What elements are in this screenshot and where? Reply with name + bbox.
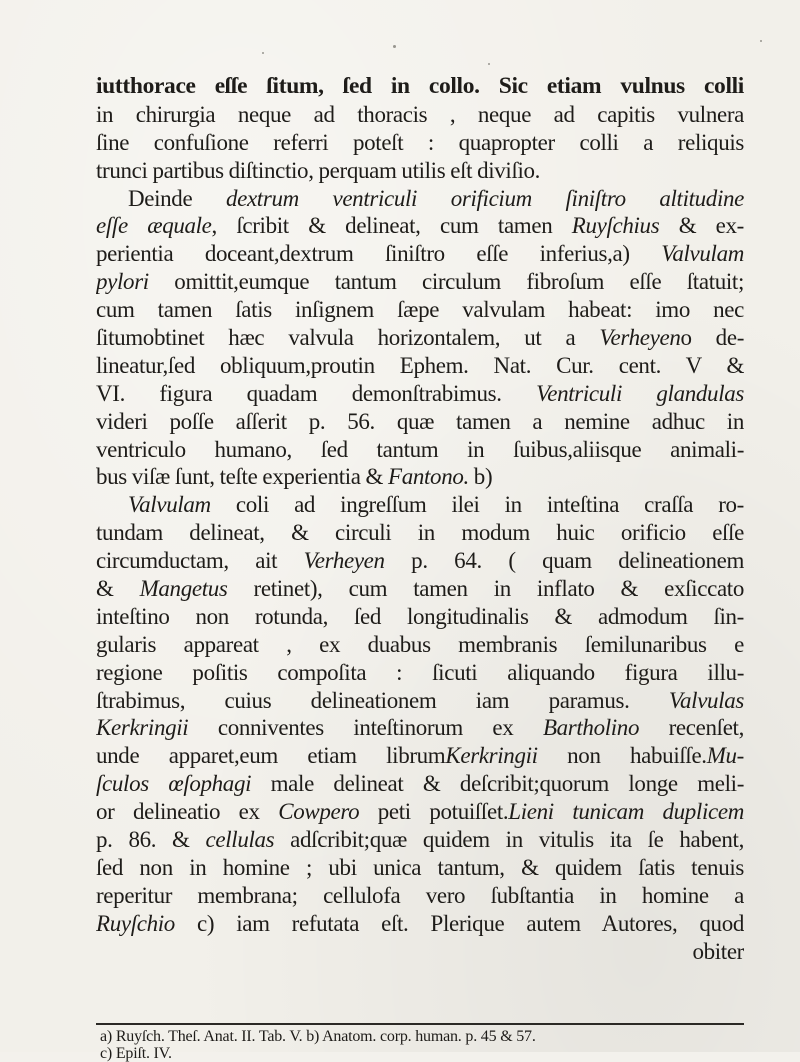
text-line: tundam delineat, & circuli in modum huic orificio eſſe	[96, 520, 744, 546]
text-line: trunci partibus diſtinctio, perquam utilis eſt diviſio.	[96, 157, 541, 183]
footnote-divider	[96, 1023, 744, 1025]
text-line: pylori omittit,eumque tantum circulum fibroſum eſſe ſtatuit;	[96, 269, 744, 295]
text-line: bus viſæ ſunt, teſte experientia & Fantono. b)	[96, 464, 493, 490]
text-line: ſculos œſophagi male delineat & deſcribit;quorum longe meli-	[96, 771, 744, 797]
catchword: obiter	[692, 938, 744, 964]
footnote-line: c) Epiſt. IV.	[100, 1045, 172, 1062]
text-line: & Mangetus retinet), cum tamen in inflato & exſiccato	[96, 576, 744, 602]
text-line: unde apparet,eum etiam librumKerkringii non habuiſſe.Mu-	[96, 743, 744, 769]
text-line: Kerkringii conniventes inteſtinorum ex Bartholino recenſet,	[96, 715, 744, 741]
text-line: in chirurgia neque ad thoracis , neque ad capitis vulnera	[96, 101, 744, 127]
text-line: perientia doceant,dextrum ſiniſtro eſſe inferius,a) Valvulam	[96, 241, 744, 267]
paper-speck	[488, 63, 490, 65]
text-line: gularis appareat , ex duabus membranis ſemilunaribus e	[96, 631, 744, 657]
paper-speck	[262, 52, 264, 54]
footnotes-block	[100, 1028, 744, 1062]
text-line: ſine confuſione referri poteſt : quapropter colli a reliquis	[96, 129, 744, 155]
text-line: iutthorace eſſe ſitum, ſed in collo. Sic etiam vulnus colli	[96, 73, 744, 99]
text-line: videri poſſe aſſerit p. 56. quæ tamen a nemine adhuc in	[96, 408, 744, 434]
text-line: regione poſitis compoſita : ſicuti aliquando figura illu-	[96, 659, 744, 685]
text-line: or delineatio ex Cowpero peti potuiſſet.Lieni tunicam duplicem	[96, 799, 744, 825]
main-text-block	[96, 73, 744, 966]
text-line: Valvulam coli ad ingreſſum ilei in inteſtina craſſa ro-	[128, 492, 744, 518]
text-line: ſed non in homine ; ubi unica tantum, & quidem ſatis tenuis	[96, 854, 744, 880]
text-line: reperitur membrana; cellulofa vero ſubſtantia in homine a	[96, 882, 744, 908]
paper-speck	[393, 45, 396, 48]
text-line: eſſe æquale, ſcribit & delineat, cum tamen Ruyſchius & ex-	[96, 213, 744, 239]
text-line: inteſtino non rotunda, ſed longitudinalis & admodum ſin-	[96, 603, 744, 629]
footnote-line: a) Ruyſch. Theſ. Anat. II. Tab. V. b) Anatom. corp. human. p. 45 & 57.	[100, 1028, 536, 1045]
text-line: ventriculo humano, ſed tantum in ſuibus,aliisque animali-	[96, 436, 744, 462]
text-line: circumductam, ait Verheyen p. 64. ( quam delineationem	[96, 548, 744, 574]
text-line: Deinde dextrum ventriculi orificium ſiniſtro altitudine	[128, 185, 744, 211]
text-line: p. 86. & cellulas adſcribit;quæ quidem in vitulis ita ſe habent,	[96, 827, 744, 853]
text-line: lineatur,ſed obliquum,proutin Ephem. Nat. Cur. cent. V &	[96, 352, 744, 378]
text-line: ſtrabimus, cuius delineationem iam paramus. Valvulas	[96, 687, 744, 713]
text-line: cum tamen ſatis inſignem ſæpe valvulam habeat: imo nec	[96, 297, 744, 323]
text-line: Ruyſchio c) iam refutata eſt. Plerique autem Autores, quod	[96, 910, 744, 936]
text-line: VI. figura quadam demonſtrabimus. Ventriculi glandulas	[96, 380, 744, 406]
paper-speck	[760, 40, 762, 42]
text-line: ſitumobtinet hæc valvula horizontalem, ut a Verheyeno de-	[96, 325, 744, 351]
